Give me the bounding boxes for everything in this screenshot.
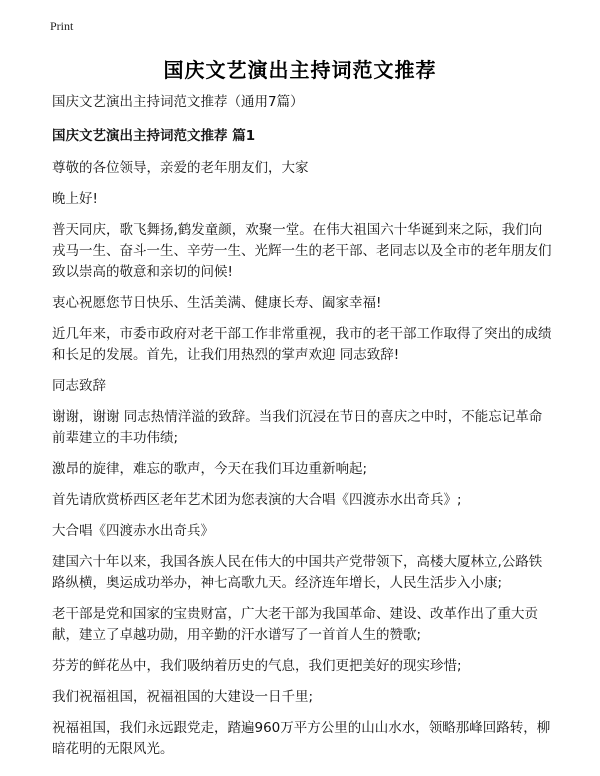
paragraph-achievements: 近几年来，市委市政府对老干部工作非常重视，我市的老干部工作取得了突出的成绩和长足的发展。首先，让我们用热烈的掌声欢迎 同志致辞! bbox=[52, 326, 552, 363]
document-body bbox=[52, 92, 552, 770]
paragraph-good-evening: 晚上好! bbox=[52, 191, 98, 207]
paragraph-bless-motherland: 我们祝福祖国，祝福祖国的大建设一日千里; bbox=[52, 689, 314, 705]
paragraph-follow-party: 祝福祖国，我们永远跟党走，踏遍960万平方公里的山山水水，领略那峰回路转，柳暗花明的无限风光。 bbox=[52, 720, 551, 757]
section-heading: 国庆文艺演出主持词范文推荐 篇1 bbox=[52, 128, 256, 144]
document-subtitle: 国庆文艺演出主持词范文推荐（通用7篇） bbox=[52, 94, 304, 110]
paragraph-thanks: 谢谢，谢谢 同志热情洋溢的致辞。当我们沉浸在节日的喜庆之中时，不能忘记革命前辈建立的丰功伟绩; bbox=[52, 409, 543, 446]
paragraph-greeting: 尊敬的各位领导，亲爱的老年朋友们，大家 bbox=[52, 160, 309, 176]
paragraph-wishes: 衷心祝愿您节日快乐、生活美满、健康长寿、阖家幸福! bbox=[52, 295, 382, 311]
paragraph-veteran-cadres: 老干部是党和国家的宝贵财富，广大老干部为我国革命、建设、改革作出了重大贡献，建立了卓越功勋，用辛勤的汗水谱写了一首首人生的赞歌; bbox=[52, 606, 538, 643]
page-title: 国庆文艺演出主持词范文推荐 bbox=[163, 58, 437, 82]
paragraph-melody: 激昂的旋律，难忘的歌声，今天在我们耳边重新响起; bbox=[52, 461, 368, 477]
paragraph-speech: 同志致辞 bbox=[52, 378, 106, 394]
paragraph-celebration: 普天同庆，歌飞舞扬,鹤发童颜，欢聚一堂。在伟大祖国六十华诞到来之际，我们向戎马一生、奋斗一生、辛劳一生、光辉一生的老干部、老同志以及全市的老年朋友们致以崇高的敬意和亲切的问候! bbox=[52, 222, 552, 280]
paragraph-performance-title: 大合唱《四渡赤水出奇兵》 bbox=[52, 523, 214, 539]
paragraph-performance-intro: 首先请欣赏桥西区老年艺术团为您表演的大合唱《四渡赤水出奇兵》; bbox=[52, 492, 462, 508]
paragraph-founding: 建国六十年以来，我国各族人民在伟大的中国共产党带领下，高楼大厦林立,公路铁路纵横，奥运成功举办，神七高歌九天。经济连年增长，人民生活步入小康; bbox=[52, 554, 543, 591]
print-link[interactable]: Print bbox=[50, 19, 74, 33]
paragraph-flowers: 芬芳的鲜花丛中，我们吸纳着历史的气息，我们更把美好的现实珍惜; bbox=[52, 658, 462, 674]
